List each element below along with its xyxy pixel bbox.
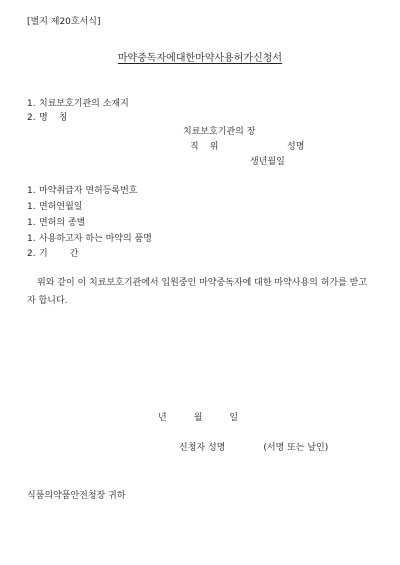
item-label: 면허연월일 bbox=[39, 202, 83, 212]
year-label: 년 bbox=[158, 413, 167, 423]
facility-head-label: 치료보호기관의 장 bbox=[183, 127, 256, 137]
field-drug-name bbox=[27, 231, 152, 244]
item-number: 1. bbox=[27, 186, 36, 196]
position-label: 직위 bbox=[190, 142, 230, 152]
field-facility-name bbox=[27, 110, 78, 123]
item-number: 2. bbox=[27, 249, 36, 259]
form-number-label: [별지 제20호서식] bbox=[27, 17, 101, 27]
applicant-name-label: 신청자 성명 bbox=[179, 443, 226, 453]
birthdate-label: 생년월일 bbox=[250, 157, 285, 167]
field-license-number bbox=[27, 183, 138, 196]
item-number: 1. bbox=[27, 202, 36, 212]
applicant-signature-line bbox=[179, 440, 328, 453]
document-title bbox=[0, 49, 400, 64]
month-label: 월 bbox=[193, 413, 203, 423]
item-label: 치료보호기관의 소재지 bbox=[39, 99, 129, 109]
recipient-line: 식품의약품안전청장 귀하 bbox=[27, 491, 126, 501]
item-number: 1. bbox=[27, 234, 36, 244]
day-label: 일 bbox=[229, 413, 239, 423]
field-facility-address bbox=[27, 96, 129, 109]
item-label: 면허의 종별 bbox=[39, 218, 86, 228]
item-number: 2. bbox=[27, 113, 36, 123]
item-label: 명칭 bbox=[39, 113, 79, 123]
field-license-type bbox=[27, 215, 85, 228]
item-number: 1. bbox=[27, 218, 36, 228]
item-number: 1. bbox=[27, 99, 36, 109]
item-label: 사용하고자 하는 마약의 품명 bbox=[39, 234, 152, 244]
field-license-date bbox=[27, 199, 82, 212]
field-period bbox=[27, 246, 100, 259]
head-position-row bbox=[190, 139, 305, 152]
document-title-text: 마약중독자에대한마약사용허가신청서 bbox=[117, 53, 283, 64]
signature-note: (서명 또는 날인) bbox=[263, 443, 329, 453]
item-label: 기간 bbox=[39, 249, 101, 259]
name-label: 성명 bbox=[287, 142, 305, 152]
request-statement: 위와 같이 이 치료보호기관에서 입원중인 마약중독자에 대한 마약사용의 허가를 받고자 합니다. bbox=[27, 278, 368, 306]
date-line bbox=[158, 410, 265, 423]
item-label: 마약취급자 면허등록번호 bbox=[39, 186, 138, 196]
